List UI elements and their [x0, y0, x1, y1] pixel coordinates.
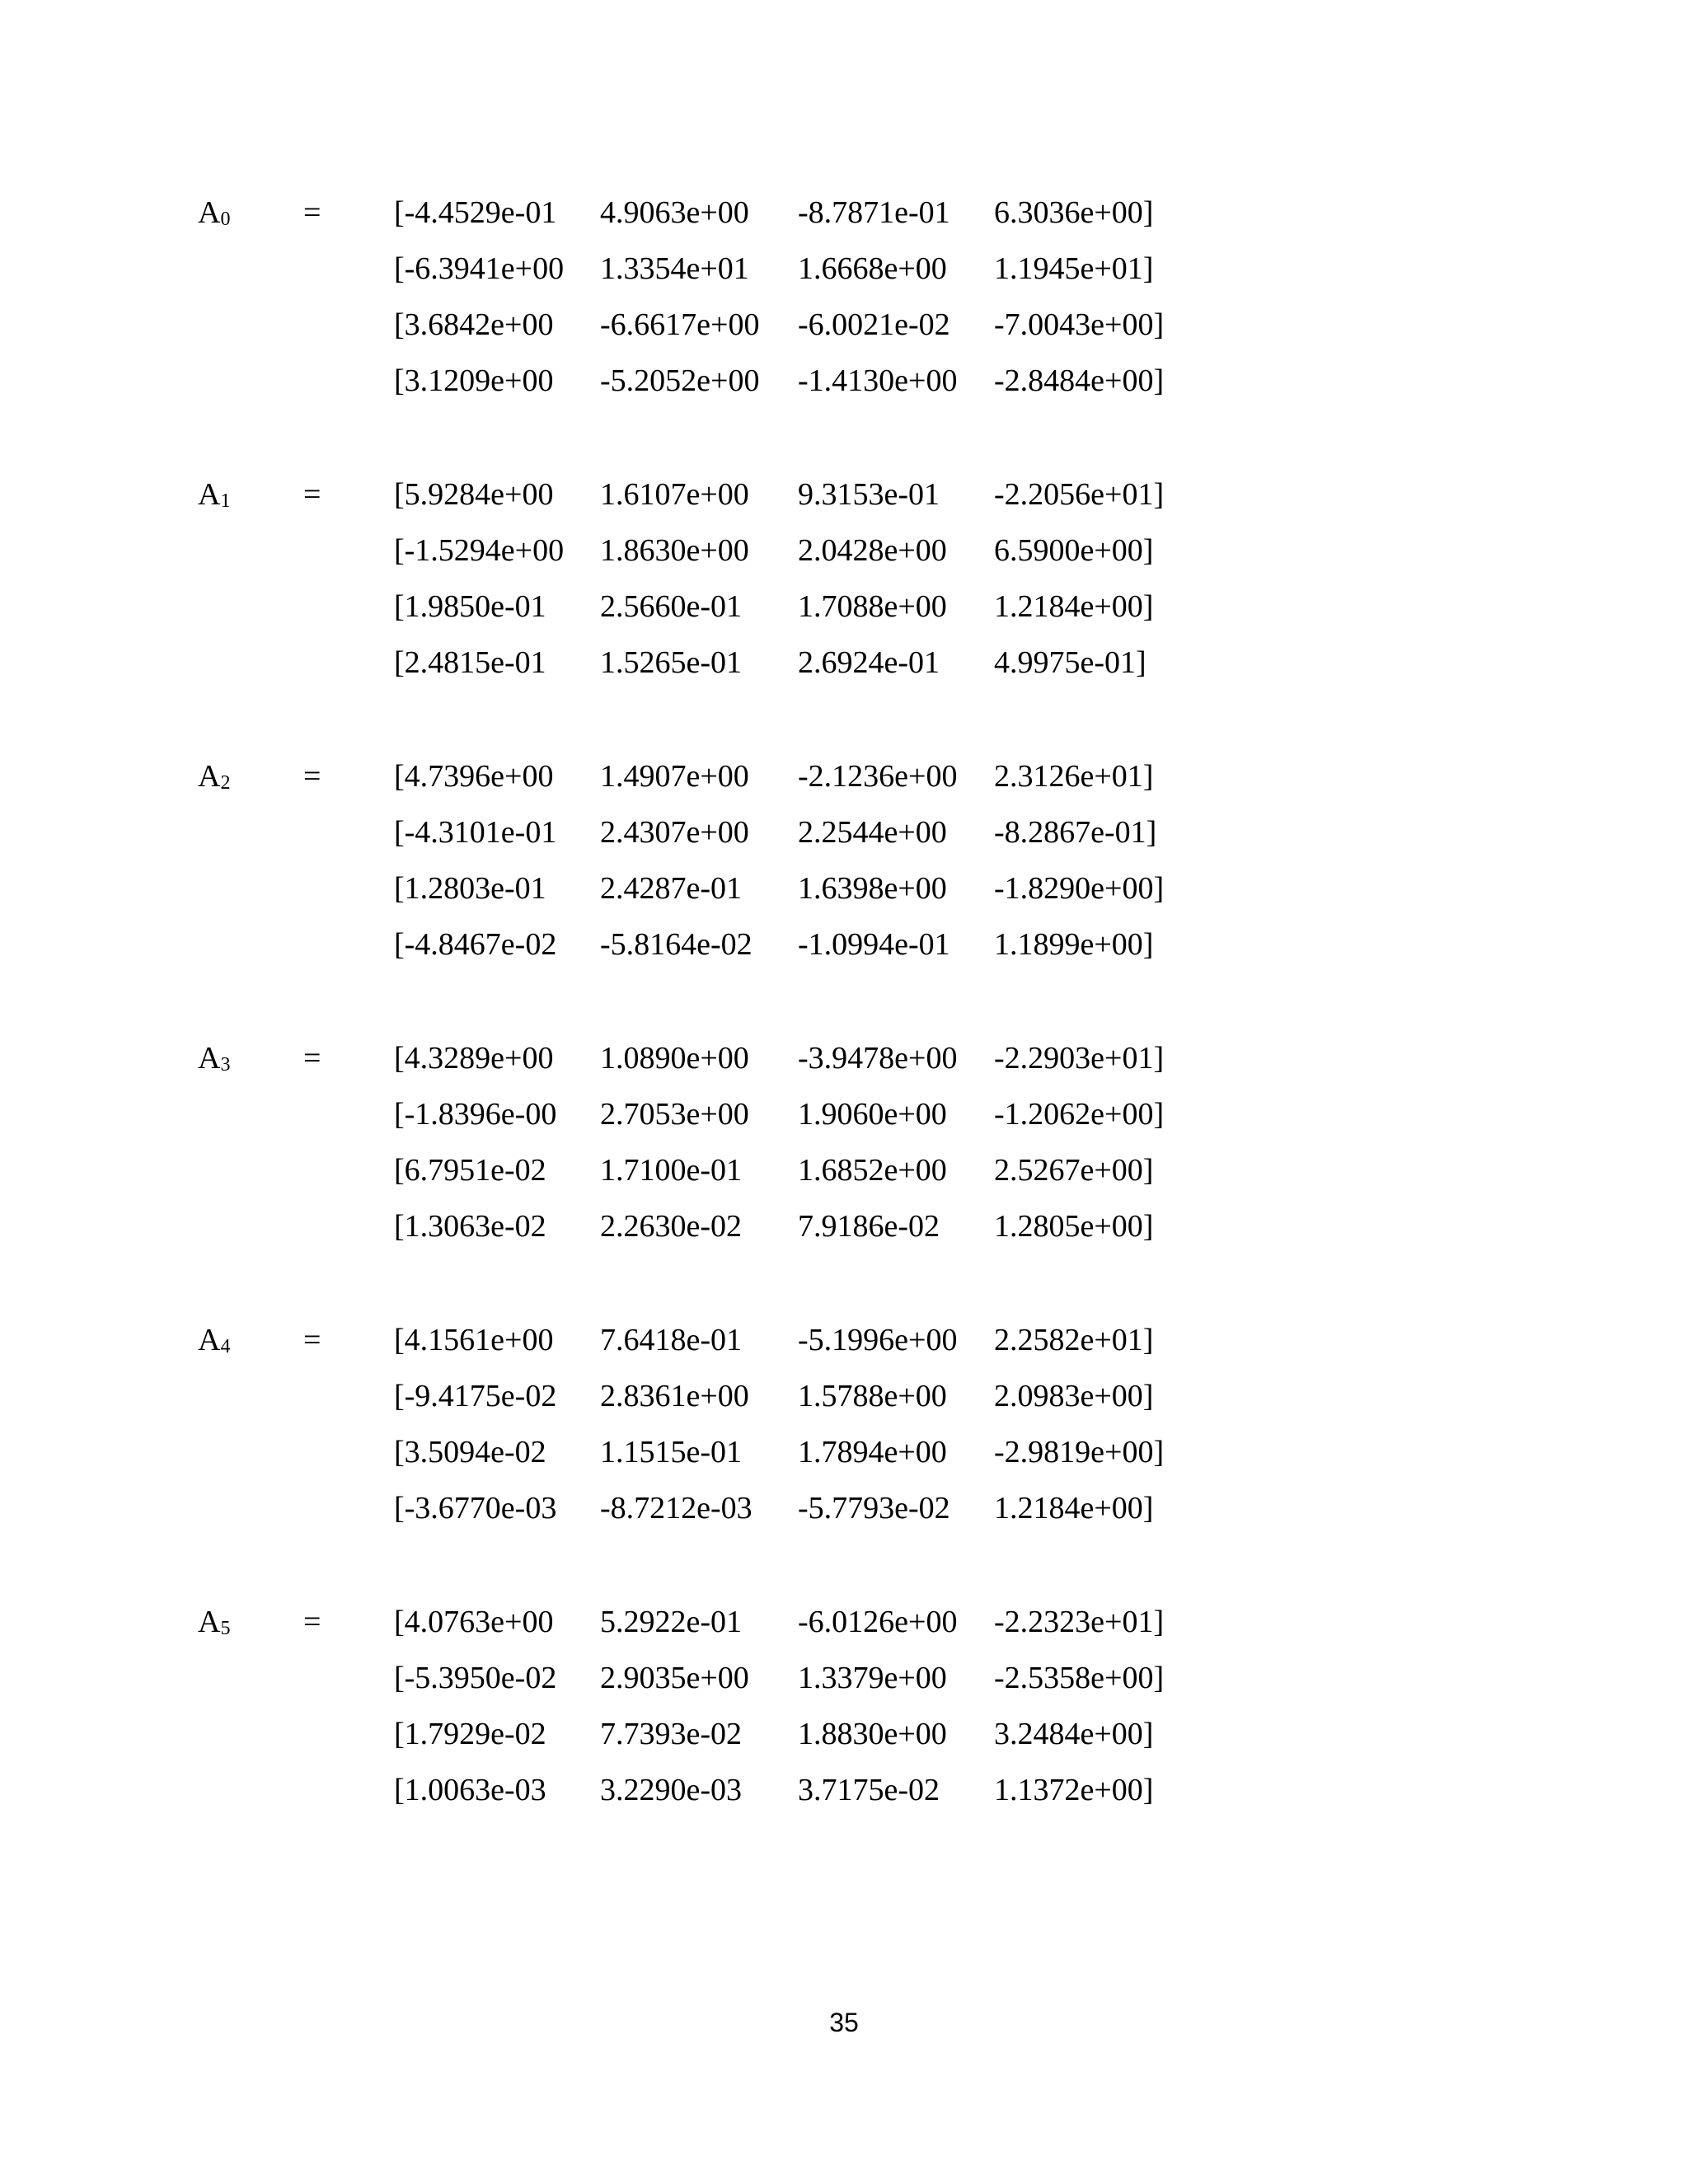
matrix-cell: -5.8164e-02: [600, 927, 753, 962]
matrix-row: [0, 1485, 1688, 1531]
equals-sign: =: [303, 195, 321, 230]
matrix-cell: 1.9060e+00: [798, 1097, 947, 1132]
matrix-block: [0, 1599, 1688, 1830]
matrix-cell: 1.4907e+00: [600, 759, 749, 794]
matrix-label-subscript: 0: [220, 209, 231, 230]
matrix-block: [0, 1035, 1688, 1266]
equals-sign: =: [303, 477, 321, 512]
matrix-row: [0, 1203, 1688, 1249]
matrix-row: [0, 921, 1688, 968]
page-number: 35: [829, 2008, 859, 2037]
matrix-cell: 1.2184e+00]: [994, 1491, 1154, 1526]
matrix-cell: 1.6668e+00: [798, 251, 947, 286]
matrix-cell: 1.1945e+01]: [994, 251, 1154, 286]
matrix-cell: 2.5267e+00]: [994, 1153, 1154, 1188]
matrix-cell: 6.5900e+00]: [994, 533, 1154, 568]
matrix-cell: 2.4287e-01: [600, 871, 743, 906]
equals-sign: =: [303, 1605, 321, 1639]
matrix-row: [0, 246, 1688, 292]
matrix-row: [0, 753, 1688, 799]
matrix-cell: -8.7212e-03: [600, 1491, 753, 1526]
matrix-cell: -2.8484e+00]: [994, 363, 1165, 398]
matrix-cell: -2.2323e+01]: [994, 1605, 1165, 1639]
matrix-cell: 1.2184e+00]: [994, 589, 1154, 624]
matrix-cell: -1.8290e+00]: [994, 871, 1165, 906]
matrix-cell: 7.7393e-02: [600, 1717, 743, 1751]
matrix-cell: -1.4130e+00: [798, 363, 958, 398]
matrix-cell: 2.7053e+00: [600, 1097, 749, 1132]
matrix-cell: 1.6398e+00: [798, 871, 947, 906]
matrix-row: [0, 640, 1688, 686]
matrix-block: [0, 753, 1688, 984]
matrix-label-subscript: 1: [220, 490, 231, 512]
matrix-cell: [-4.4529e-01: [394, 195, 557, 230]
matrix-cell: -6.0126e+00: [798, 1605, 958, 1639]
matrix-row: [0, 1147, 1688, 1193]
matrix-label-subscript: 4: [220, 1336, 231, 1357]
matrix-cell: 6.3036e+00]: [994, 195, 1154, 230]
matrix-row: [0, 1767, 1688, 1813]
matrix-cell: 2.9035e+00: [600, 1661, 749, 1695]
matrix-cell: -8.2867e-01]: [994, 815, 1157, 850]
matrix-cell: 1.7100e-01: [600, 1153, 743, 1188]
matrix-row: [0, 1655, 1688, 1701]
matrix-cell: 2.5660e-01: [600, 589, 743, 624]
matrix-cell: [1.2803e-01: [394, 871, 546, 906]
matrix-cell: [6.7951e-02: [394, 1153, 546, 1188]
matrix-cell: 1.2805e+00]: [994, 1209, 1154, 1244]
matrix-row: [0, 865, 1688, 912]
matrix-cell: 5.2922e-01: [600, 1605, 743, 1639]
matrix-cell: 1.6852e+00: [798, 1153, 947, 1188]
matrix-cell: 1.1515e-01: [600, 1435, 743, 1469]
matrix-row: [0, 809, 1688, 855]
matrix-label-letter: A: [198, 1605, 221, 1639]
matrix-label-letter: A: [198, 477, 221, 512]
matrix-cell: -6.6617e+00: [600, 307, 760, 342]
matrix-cell: [-4.8467e-02: [394, 927, 557, 962]
matrix-label-letter: A: [198, 195, 221, 230]
matrix-cell: 1.7088e+00: [798, 589, 947, 624]
equals-sign: =: [303, 759, 321, 794]
matrix-cell: -2.1236e+00: [798, 759, 958, 794]
matrix-cell: 7.6418e-01: [600, 1323, 743, 1357]
matrix-cell: 1.0890e+00: [600, 1041, 749, 1076]
matrix-cell: [4.0763e+00: [394, 1605, 554, 1639]
matrix-row: [0, 190, 1688, 236]
matrix-cell: 2.2544e+00: [798, 815, 947, 850]
matrix-cell: [4.7396e+00: [394, 759, 554, 794]
matrix-cell: [1.9850e-01: [394, 589, 546, 624]
matrix-cell: 2.4307e+00: [600, 815, 749, 850]
matrix-label-subscript: 3: [220, 1054, 231, 1076]
matrix-cell: [4.1561e+00: [394, 1323, 554, 1357]
matrix-row: [0, 1711, 1688, 1757]
matrix-cell: 2.3126e+01]: [994, 759, 1154, 794]
matrix-cell: 2.0428e+00: [798, 533, 947, 568]
matrix-cell: 1.7894e+00: [798, 1435, 947, 1469]
matrix-row: [0, 1317, 1688, 1363]
matrix-cell: [1.0063e-03: [394, 1773, 546, 1807]
matrix-cell: -1.2062e+00]: [994, 1097, 1165, 1132]
matrix-cell: -3.9478e+00: [798, 1041, 958, 1076]
matrix-cell: [3.6842e+00: [394, 307, 554, 342]
matrix-cell: 1.8830e+00: [798, 1717, 947, 1751]
matrix-block: [0, 471, 1688, 702]
matrix-cell: -2.2903e+01]: [994, 1041, 1165, 1076]
matrix-cell: 9.3153e-01: [798, 477, 940, 512]
matrix-row: [0, 1599, 1688, 1645]
matrix-label-letter: A: [198, 759, 221, 794]
matrix-cell: 2.2582e+01]: [994, 1323, 1154, 1357]
matrix-cell: [-5.3950e-02: [394, 1661, 557, 1695]
matrix-cell: 3.7175e-02: [798, 1773, 940, 1807]
matrix-cell: -5.7793e-02: [798, 1491, 950, 1526]
matrix-cell: 1.3354e+01: [600, 251, 749, 286]
matrix-cell: [-3.6770e-03: [394, 1491, 557, 1526]
matrix-cell: -7.0043e+00]: [994, 307, 1165, 342]
matrix-cell: 1.8630e+00: [600, 533, 749, 568]
matrix-cell: 3.2290e-03: [600, 1773, 743, 1807]
matrix-cell: -2.9819e+00]: [994, 1435, 1165, 1469]
matrix-cell: [-1.8396e-00: [394, 1097, 557, 1132]
matrix-cell: [1.3063e-02: [394, 1209, 546, 1244]
matrix-cell: 2.6924e-01: [798, 645, 940, 680]
matrix-cell: 1.3379e+00: [798, 1661, 947, 1695]
matrix-row: [0, 1429, 1688, 1475]
matrix-label-letter: A: [198, 1323, 221, 1357]
equals-sign: =: [303, 1041, 321, 1076]
matrix-row: [0, 1035, 1688, 1081]
matrix-cell: 1.1372e+00]: [994, 1773, 1154, 1807]
matrix-row: [0, 527, 1688, 574]
matrix-row: [0, 471, 1688, 518]
matrix-cell: 3.2484e+00]: [994, 1717, 1154, 1751]
matrix-cell: 2.2630e-02: [600, 1209, 743, 1244]
matrix-block: [0, 1317, 1688, 1548]
matrix-row: [0, 583, 1688, 630]
matrix-cell: 4.9975e-01]: [994, 645, 1146, 680]
matrix-row: [0, 1373, 1688, 1419]
matrix-cell: 1.5788e+00: [798, 1379, 947, 1413]
equals-sign: =: [303, 1323, 321, 1357]
matrix-cell: [4.3289e+00: [394, 1041, 554, 1076]
matrix-cell: -6.0021e-02: [798, 307, 950, 342]
matrix-cell: [3.1209e+00: [394, 363, 554, 398]
matrix-cell: -8.7871e-01: [798, 195, 950, 230]
matrix-cell: 2.8361e+00: [600, 1379, 749, 1413]
matrix-cell: -1.0994e-01: [798, 927, 950, 962]
matrix-cell: 7.9186e-02: [798, 1209, 940, 1244]
matrix-cell: [-1.5294e+00: [394, 533, 565, 568]
matrix-label-subscript: 5: [220, 1618, 231, 1639]
matrix-label-letter: A: [198, 1041, 221, 1076]
matrix-cell: -5.2052e+00: [600, 363, 760, 398]
matrix-cell: [-9.4175e-02: [394, 1379, 557, 1413]
matrix-cell: 4.9063e+00: [600, 195, 749, 230]
matrix-cell: -5.1996e+00: [798, 1323, 958, 1357]
matrix-cell: 1.5265e-01: [600, 645, 743, 680]
matrix-block: [0, 190, 1688, 420]
matrix-cell: [2.4815e-01: [394, 645, 546, 680]
matrix-cell: -2.2056e+01]: [994, 477, 1165, 512]
matrix-row: [0, 358, 1688, 404]
matrix-row: [0, 1091, 1688, 1137]
matrix-cell: [3.5094e-02: [394, 1435, 546, 1469]
matrix-cell: [-4.3101e-01: [394, 815, 557, 850]
matrix-cell: 1.6107e+00: [600, 477, 749, 512]
matrix-cell: 2.0983e+00]: [994, 1379, 1154, 1413]
matrix-cell: [1.7929e-02: [394, 1717, 546, 1751]
matrix-cell: -2.5358e+00]: [994, 1661, 1165, 1695]
matrix-cell: [5.9284e+00: [394, 477, 554, 512]
matrix-label-subscript: 2: [220, 772, 231, 794]
matrix-cell: 1.1899e+00]: [994, 927, 1154, 962]
matrix-row: [0, 302, 1688, 348]
matrix-cell: [-6.3941e+00: [394, 251, 565, 286]
